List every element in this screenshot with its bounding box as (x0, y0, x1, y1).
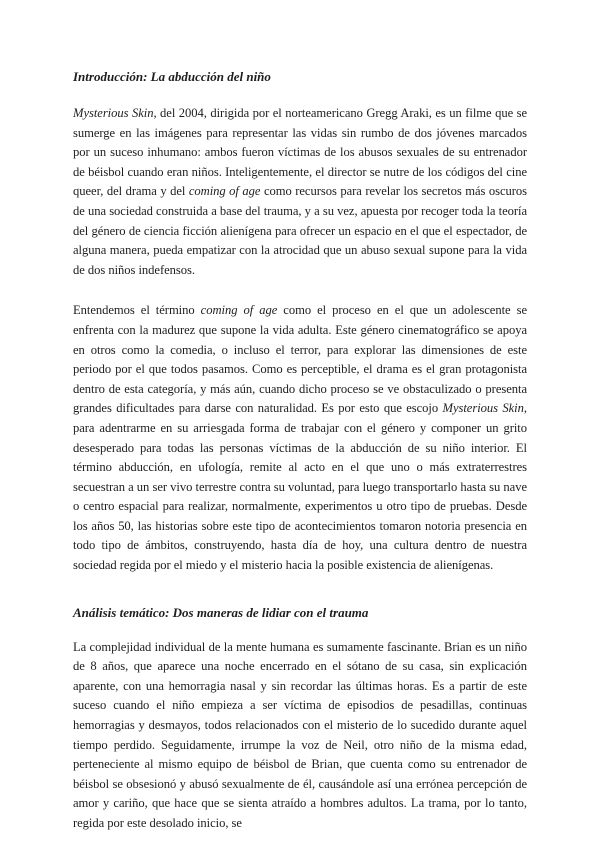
section-heading-analisis: Análisis temático: Dos maneras de lidiar con el trauma (73, 604, 369, 620)
text-run: como el proceso en el que un adolescente se enfrenta con la madurez que supone la vida adulta. Este género cinematográfico se apoya en otros como la comedia, o incluso el terror, para explorar las dimensiones de este periodo por el que todos pasamos. Como es perceptible, el drama es el gran protagonista dentro de esta categoría, y más aún, cuando dicho proceso se ve obstaculizado o presenta grandes dificultades para darse con naturalidad. Es por esto que escojo (73, 303, 527, 416)
paragraph-intro-2 (73, 301, 527, 575)
paragraph-intro-1 (73, 104, 527, 280)
text-run: , del 2004, dirigida por el norteamericano Gregg Araki, es un filme que se sumerge en las imágenes para representar las vidas sin rumbo de dos jóvenes marcados por un suceso inhumano: ambos fueron víctimas de los abusos sexuales de su entrenador de béisbol cuando eran niños. Inteligentemente, el director se nutre de los códigos del cine queer, del drama y del (73, 106, 528, 199)
film-title-italic: Mysterious Skin (442, 401, 524, 416)
text-run: , para adentrarme en su arriesgada forma de trabajar con el género y componer un grito desesperado para todas las personas víctimas de la abducción de su niño interior. El término abducción, en ufología, remite al acto en el que uno o más extraterrestres secuestran a un ser vivo terrestre contra su voluntad, para luego transportarlo hasta su nave o centro espacial para realizar, normalmente, experimentos u otro tipo de pruebas. Desde los años 50, las historias sobre este tipo de acontecimientos tomaron notoria presencia en todo tipo de ámbitos, construyendo, hasta día de hoy, una cultura dentro de nuestra sociedad regida por el miedo y el misterio hacia la posible existencia de alienígenas. (73, 401, 527, 573)
genre-term-italic: coming of age (188, 184, 261, 199)
text-run: como recursos para revelar los secretos más oscuros de una sociedad construida a base del trauma, y a su vez, apuesta por recoger toda la teoría del género de ciencia ficción alienígena para ofrecer un espacio en el que el espectador, de alguna manera, pueda empatizar con la atrocidad que un abuso sexual supone para la vida de dos niños indefensos. (73, 184, 527, 277)
section-heading-introduccion: Introducción: La abducción del niño (73, 69, 271, 84)
film-title-italic: Mysterious Skin (73, 106, 154, 120)
text-run: Entendemos el término (73, 303, 201, 318)
paragraph-analisis-1 (73, 638, 527, 834)
genre-term-italic: coming of age (200, 303, 278, 318)
text-run: La complejidad individual de la mente humana es sumamente fascinante. Brian es un niño de 8 años, que aparece una noche encerrado en el sótano de su casa, sin explicación aparente, con una hemorragia nasal y sin recordar las últimas horas. Es a partir de este suceso cuando el niño empieza a ser víctima de episodios de pesadillas, continuas hemorragias y desmayos, todos relacionados con el misterio de lo sucedido durante aquel tiempo perdido. Seguidamente, irrumpe la voz de Neil, otro niño de la misma edad, perteneciente al mismo equipo de béisbol de Brian, que cuenta como su entrenador de béisbol se obsesionó y abusó sexualmente de él, causándole así una errónea percepción de amor y cariño, que hace que se sienta atraído a hombres adultos. La trama, por lo tanto, regida por este desolado inicio, se (73, 639, 527, 830)
